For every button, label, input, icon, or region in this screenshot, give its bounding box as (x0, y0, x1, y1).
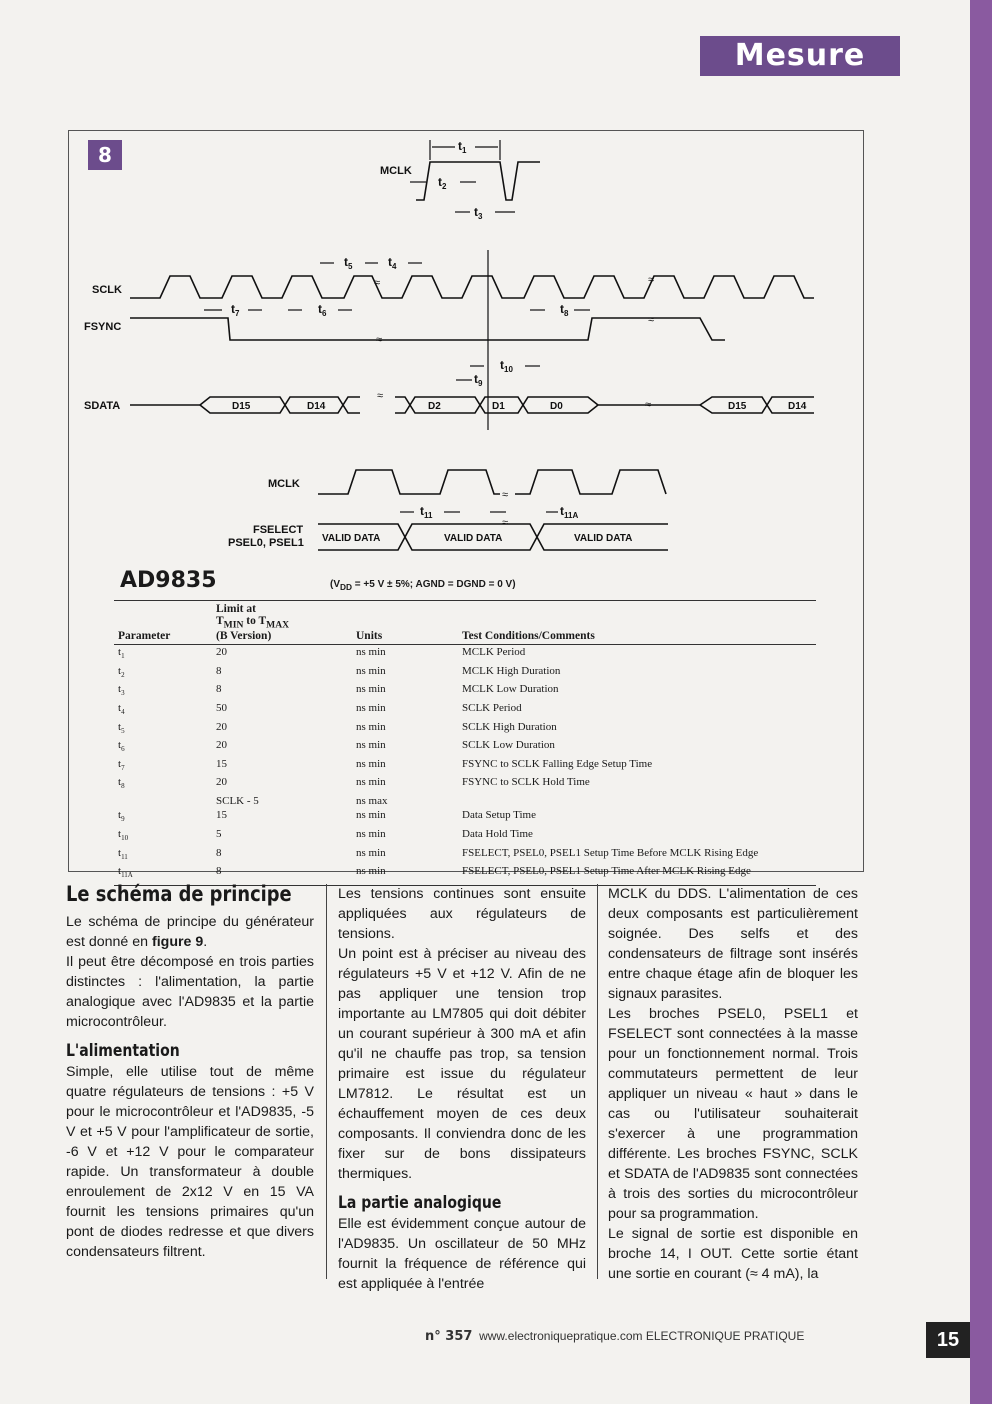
cell-comment: FSYNC to SCLK Hold Time (462, 776, 590, 789)
cell-units: ns min (352, 864, 458, 885)
cell-comment: MCLK Period (462, 646, 526, 659)
text-column-2 (338, 884, 586, 1294)
website: www.electroniquepratique.com (479, 1329, 643, 1343)
table-row (114, 846, 816, 865)
header-units: Units (352, 601, 458, 645)
column-separator (597, 884, 598, 1279)
svg-text:≈: ≈ (502, 517, 509, 529)
timing-label-t11: $t_{11}$ (420, 504, 433, 520)
cell-units: ns min (356, 776, 386, 789)
cell-parameter: $t_{10}$ (118, 828, 129, 843)
timing-label-t4: $t_4$ (388, 255, 397, 271)
cell-limit: 8 (216, 664, 222, 677)
signal-label-mclk-top: MCLK (380, 165, 412, 177)
cell-parameter: $t_6$ (118, 739, 125, 754)
bit-label: D2 (428, 401, 441, 412)
text-column-3 (608, 884, 858, 1284)
timing-label-t6: $t_6$ (318, 302, 327, 318)
cell-limit: 8 (216, 846, 222, 859)
bit-label: D15 (728, 401, 747, 412)
cell-comment: SCLK High Duration (462, 720, 557, 733)
timing-diagram (0, 0, 992, 600)
timing-label-t11a: $t_{11A}$ (560, 504, 579, 520)
cell-parameter: $t_8$ (118, 776, 125, 791)
cell-units: ns min (356, 757, 386, 770)
table-row (114, 720, 816, 739)
cell-comment (458, 794, 816, 808)
table-row (114, 682, 816, 701)
timing-label-t10: $t_{10}$ (500, 358, 513, 374)
cell-comment: SCLK Low Duration (462, 739, 555, 752)
cell-parameter: $t_{11}$ (118, 846, 128, 861)
cell-units: ns min (356, 683, 386, 696)
paragraph: Les broches PSEL0, PSEL1 et FSELECT sont connectées à la masse pour un fonctionnement normal. Trois commutateurs permettent de leur appliquer un niveau « haut » dans le cas ou l'utilisateur souhaiterait s'exercer à une programmation différente. Les broches FSYNC, SCLK et SDATA de l'AD9835 sont connectées à trois des sorties du microcontrôleur pour sa programmation. (608, 1006, 858, 1222)
cell-comment: SCLK Period (462, 702, 522, 715)
paragraph: Un point est à préciser au niveau des régulateurs +5 V et +12 V. Afin de ne pas appliquer une tension trop importante au LM7805 qui doit débiter un courant supérieur à 300 mA et afin qu'il ne chauffe pas trop, sa tension primaire est issue du régulateur LM7812. Le résultat est un échauffement moyen de ces deux composants. Il conviendra donc de les fixer sur de bons dissipateurs thermiques. (338, 946, 586, 1182)
timing-label-t1: $t_1$ (458, 139, 467, 155)
fsync-waveform (130, 318, 725, 340)
sdata-bus-upper (200, 397, 360, 413)
supply-conditions: ($V_{DD} = +5$ V ± 5%; AGND = DGND = 0 V) (330, 579, 516, 592)
table-row (114, 645, 816, 664)
section-heading: Le schéma de principe (66, 882, 292, 906)
paragraph: Il peut être décomposé en trois parties distinctes : l'alimentation, la partie analogique avec l'AD9835 et la partie microcontrôleur. (66, 954, 314, 1030)
cell-limit: 5 (216, 828, 222, 841)
cell-limit: 8 (212, 864, 352, 885)
cell-comment: FSELECT, PSEL0, PSEL1 Setup Time After MCLK Rising Edge (458, 864, 816, 885)
cell-parameter: $t_2$ (118, 664, 125, 680)
paragraph: Simple, elle utilise tout de même quatre régulateurs de tensions : +5 V pour le microcontrôleur et l'AD9835, -5 V et +5 V pour l'amplificateur de sortie, -6 V et +12 V pour le comparateur rapide. Un transformateur à double enroulement de 2x12 V en 15 VA fournit les tensions primaires qu'un pont de diodes redresse et que divers condensateurs filtrent. (66, 1064, 314, 1260)
sdata-bus-lower (200, 397, 360, 413)
signal-label-fselect: FSELECT (253, 524, 304, 536)
paragraph: Les tensions continues sont ensuite appliquées aux régulateurs de tensions. (338, 886, 586, 942)
figure-number: 8 (88, 140, 122, 170)
bit-label: D0 (550, 401, 563, 412)
cell-units: ns min (356, 702, 386, 715)
cell-units: ns max (356, 795, 388, 808)
valid-data-label: VALID DATA (444, 533, 503, 544)
table-row (114, 664, 816, 683)
cell-parameter: $t_{11A}$ (114, 864, 212, 885)
svg-text:≈: ≈ (645, 399, 652, 411)
bit-label: D1 (492, 401, 505, 412)
cell-limit: 50 (216, 702, 227, 715)
cell-comment: FSELECT, PSEL0, PSEL1 Setup Time Before MCLK Rising Edge (462, 846, 759, 859)
header-test-conditions: Test Conditions/Comments (458, 601, 816, 645)
bit-label: D15 (232, 401, 251, 412)
cell-limit: 20 (216, 720, 227, 733)
paragraph: Le signal de sortie est disponible en broche 14, I OUT. Cette sortie étant une sortie en courant (≈ 4 mA), la (608, 1226, 858, 1282)
cell-comment: FSYNC to SCLK Falling Edge Setup Time (462, 757, 653, 770)
cell-comment: Data Setup Time (462, 809, 536, 822)
sclk-waveform (130, 276, 814, 298)
timing-label-t8: $t_8$ (560, 302, 569, 318)
cell-parameter: $t_5$ (118, 720, 125, 735)
table-row (114, 738, 816, 757)
table-row (114, 808, 816, 827)
cell-units: ns min (356, 646, 386, 659)
cell-units: ns min (356, 828, 386, 841)
bit-label: D14 (788, 401, 807, 412)
timing-label-t2: $t_2$ (438, 175, 447, 191)
cell-units: ns min (356, 664, 386, 677)
cell-limit: 15 (216, 809, 227, 822)
timing-label-t7: $t_7$ (231, 302, 240, 318)
paragraph: MCLK du DDS. L'alimentation de ces deux composants est particulièrement soignée. Des selfs et des condensateurs de filtrage sont insérés entre chaque étage afin de bloquer les signaux parasites. (608, 886, 858, 1002)
paragraph: Le schéma de principe du générateur est donné en figure 9. (66, 914, 314, 950)
table-row (114, 775, 816, 794)
valid-data-label: VALID DATA (574, 533, 633, 544)
svg-text:≈: ≈ (377, 390, 384, 402)
header-parameter: Parameter (114, 601, 212, 645)
cell-parameter (114, 794, 212, 808)
cell-units: ns min (356, 809, 386, 822)
cell-comment: Data Hold Time (462, 828, 533, 841)
timing-label-t3: $t_3$ (474, 205, 483, 221)
issue-number: n° 357 (425, 1329, 473, 1344)
cell-parameter: $t_7$ (118, 757, 125, 773)
magazine-name: ELECTRONIQUE PRATIQUE (645, 1329, 805, 1343)
cell-units: ns min (356, 739, 386, 752)
section-header: Mesure (700, 36, 900, 76)
svg-text:≈: ≈ (376, 334, 383, 346)
table-row (114, 827, 816, 846)
header-limit: Limit at $T_{MIN}$ to $T_{MAX}$ (B Version) (212, 601, 352, 645)
signal-label-psel: PSEL0, PSEL1 (228, 537, 304, 549)
svg-text:≈: ≈ (374, 277, 381, 289)
svg-text:≈: ≈ (502, 489, 509, 501)
subsection-heading: L'alimentation (66, 1041, 180, 1060)
chip-name: AD9835 (120, 568, 217, 593)
mclk-bottom-waveform (318, 470, 500, 494)
mclk-top-waveform (416, 162, 540, 200)
cell-units: ns min (356, 720, 386, 733)
cell-comment: MCLK Low Duration (462, 683, 559, 696)
cell-parameter: $t_3$ (118, 683, 125, 698)
signal-label-sdata: SDATA (84, 400, 121, 412)
cell-limit: 20 (216, 776, 227, 789)
signal-label-fsync: FSYNC (84, 321, 122, 333)
signal-label-mclk-bottom: MCLK (268, 478, 300, 490)
text-column-1 (66, 884, 314, 1262)
cell-limit: SCLK - 5 (216, 795, 259, 808)
subsection-heading: La partie analogique (338, 1193, 502, 1212)
table-row (114, 757, 816, 776)
cell-limit: 15 (216, 757, 227, 770)
signal-label-sclk: SCLK (92, 284, 122, 296)
page-number: 15 (926, 1322, 970, 1358)
svg-text:≈: ≈ (648, 274, 655, 286)
timing-spec-table (114, 600, 816, 886)
table-row (114, 701, 816, 720)
column-separator (326, 884, 327, 1279)
cell-units: ns min (356, 846, 386, 859)
timing-label-t9: $t_9$ (474, 372, 483, 388)
cell-parameter: $t_4$ (118, 702, 125, 717)
cell-limit: 8 (216, 683, 222, 696)
valid-data-label: VALID DATA (322, 533, 381, 544)
table-row (114, 794, 816, 808)
cell-comment: MCLK High Duration (462, 664, 561, 677)
cell-limit: 20 (216, 646, 227, 659)
cell-parameter: $t_9$ (118, 809, 125, 824)
cell-parameter: $t_1$ (118, 646, 125, 661)
cell-limit: 20 (216, 739, 227, 752)
svg-text:≈: ≈ (648, 314, 655, 326)
paragraph: Elle est évidemment conçue autour de l'AD9835. Un oscillateur de 50 MHz fournit la fréquence de référence qui est appliquée à l'entrée (338, 1216, 586, 1292)
page-footer (425, 1329, 804, 1344)
timing-label-t5: $t_5$ (344, 255, 353, 271)
bit-label: D14 (307, 401, 326, 412)
